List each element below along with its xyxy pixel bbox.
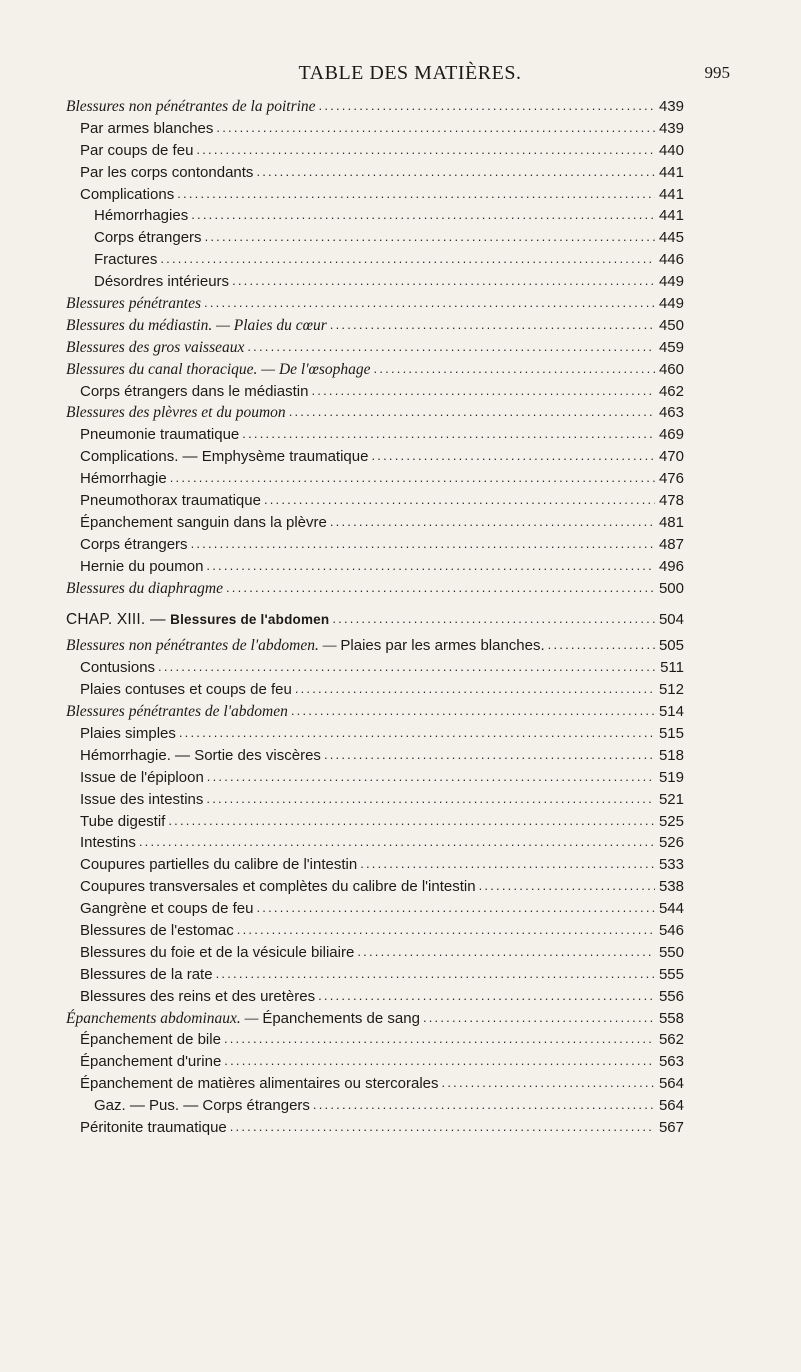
entry-title: [80, 832, 136, 854]
dot-leader: [216, 117, 655, 139]
toc-entry: [66, 293, 684, 315]
entry-title-text: Blessures du foie et de la vésicule biliaire: [80, 943, 355, 961]
dot-leader: [360, 853, 655, 875]
dot-leader: [330, 511, 655, 533]
entry-title-text: Issue de l'épiploon: [80, 768, 204, 786]
dot-leader: [242, 423, 655, 445]
dot-leader: [324, 744, 655, 766]
entry-title-text: Blessures pénétrantes: [66, 295, 202, 313]
entry-page-number: 511: [660, 659, 684, 677]
toc-entry: [66, 635, 684, 657]
toc-entry: [66, 359, 684, 381]
entry-title: [80, 745, 321, 767]
entry-title: [80, 657, 155, 679]
entry-title-text: Plaies simples: [80, 724, 176, 742]
entry-title-text: Complications: [80, 185, 175, 203]
toc-entry: [66, 789, 684, 811]
entry-subtitle: Épanchements de sang: [262, 1009, 420, 1027]
entry-page-number: 462: [658, 382, 684, 400]
entry-title-text: Pneumonie traumatique: [80, 426, 240, 444]
toc-entry: [66, 1073, 684, 1095]
entry-page-number: 544: [658, 900, 684, 918]
entry-title: [80, 1117, 227, 1139]
dot-leader: [371, 445, 655, 467]
entry-page-number: 504: [658, 611, 684, 629]
dot-leader: [332, 608, 655, 630]
entry-page-number: 556: [658, 987, 684, 1005]
entry-page-number: 441: [658, 207, 684, 225]
entry-title: [66, 1008, 420, 1030]
dot-leader: [295, 678, 655, 700]
toc-entry: [66, 701, 684, 723]
entry-page-number: 449: [658, 295, 684, 313]
entry-title: [80, 424, 239, 446]
dot-leader: [170, 467, 655, 489]
entry-page-number: 533: [658, 856, 684, 874]
entry-title: [66, 315, 327, 337]
toc-entry: [66, 556, 684, 578]
entry-title: [80, 184, 174, 206]
toc-entry: [66, 271, 684, 293]
table-of-contents: [66, 96, 684, 1139]
entry-title-text: Blessures non pénétrantes de l'abdomen. —: [66, 637, 341, 655]
dot-leader: [318, 985, 655, 1007]
entry-title: [94, 205, 188, 227]
toc-entry: [66, 854, 684, 876]
toc-entry: [66, 205, 684, 227]
toc-entry: [66, 578, 684, 600]
entry-title-text: Par armes blanches: [80, 119, 214, 137]
toc-entry: [66, 1051, 684, 1073]
entry-title-text: Péritonite traumatique: [80, 1118, 227, 1136]
toc-entry: [66, 446, 684, 468]
dot-leader: [442, 1072, 655, 1094]
entry-title-text: Blessures du canal thoracique. — De l'œsophage: [66, 360, 371, 378]
dot-leader: [224, 1050, 655, 1072]
entry-title: [80, 920, 234, 942]
entry-title-text: Plaies contuses et coups de feu: [80, 681, 292, 699]
entry-title: [80, 381, 308, 403]
entry-title-text: Blessures non pénétrantes de la poitrine: [66, 98, 316, 115]
toc-entry: [66, 227, 684, 249]
chapter-title: Blessures de l'abdomen: [170, 612, 330, 628]
entry-title-text: Blessures du diaphragme: [66, 579, 223, 597]
entry-page-number: 446: [658, 251, 684, 269]
toc-entry: [66, 723, 684, 745]
entry-title-text: Tube digestif: [80, 812, 166, 830]
dot-leader: [191, 533, 655, 555]
entry-page-number: 546: [658, 921, 684, 939]
entry-page-number: 562: [658, 1031, 684, 1049]
toc-entry: [66, 920, 684, 942]
dot-leader: [196, 139, 655, 161]
toc-entry: [66, 964, 684, 986]
entry-title: [80, 986, 315, 1008]
entry-page-number: 550: [658, 943, 684, 961]
toc-entry: [66, 832, 684, 854]
dot-leader: [374, 358, 655, 380]
entry-page-number: 558: [658, 1009, 684, 1027]
dot-leader: [232, 270, 655, 292]
entry-page-number: 567: [658, 1118, 684, 1136]
entry-title: [66, 337, 244, 359]
entry-title: [80, 162, 253, 184]
toc-entry: [66, 767, 684, 789]
dot-leader: [256, 897, 655, 919]
entry-title: [94, 271, 229, 293]
entry-page-number: 450: [658, 316, 684, 334]
entry-title-text: Par les corps contondants: [80, 163, 254, 181]
entry-page-number: 518: [658, 746, 684, 764]
entry-page-number: 449: [658, 273, 684, 291]
toc-entry: [66, 1008, 684, 1030]
entry-title-text: Épanchement de matières alimentaires ou stercorales: [80, 1075, 439, 1093]
toc-entry: [66, 184, 684, 206]
dot-leader: [206, 555, 655, 577]
entry-title-text: Blessures du médiastin. — Plaies du cœur: [66, 316, 327, 334]
entry-title: [80, 789, 203, 811]
entry-title-text: Blessures de l'estomac: [80, 921, 234, 939]
dot-leader: [206, 788, 655, 810]
entry-title: [94, 227, 202, 249]
entry-title: [80, 512, 327, 534]
dot-leader: [330, 314, 655, 336]
entry-title-text: Blessures pénétrantes de l'abdomen: [66, 703, 288, 721]
toc-entry: [66, 1117, 684, 1139]
entry-title-text: Intestins: [80, 834, 136, 852]
toc-entry: [66, 402, 684, 424]
dot-leader: [216, 963, 655, 985]
dot-leader: [139, 831, 655, 853]
toc-entry: [66, 657, 684, 679]
entry-title-text: Corps étrangers: [94, 229, 202, 247]
entry-title-text: Complications. — Emphysème traumatique: [80, 448, 369, 466]
toc-entry: [66, 1029, 684, 1051]
entry-title-text: Contusions: [80, 659, 156, 677]
entry-page-number: 564: [658, 1075, 684, 1093]
entry-page-number: 440: [658, 141, 684, 159]
entry-title: [80, 679, 292, 701]
entry-page-number: 460: [658, 360, 684, 378]
entry-title: [80, 534, 188, 556]
entry-page-number: 515: [658, 724, 684, 742]
entry-title: [80, 490, 261, 512]
toc-entry: [66, 942, 684, 964]
entry-page-number: 512: [658, 681, 684, 699]
entry-title: [80, 140, 193, 162]
entry-title-text: Hernie du poumon: [80, 557, 204, 575]
entry-page-number: 563: [658, 1053, 684, 1071]
entry-title: [66, 609, 329, 631]
toc-entry: [66, 468, 684, 490]
entry-page-number: 519: [658, 768, 684, 786]
dot-leader: [423, 1007, 655, 1029]
entry-title: [66, 701, 288, 723]
toc-entry: [66, 679, 684, 701]
entry-title-text: Gaz. — Pus. — Corps étrangers: [94, 1097, 310, 1115]
dot-leader: [237, 919, 655, 941]
entry-title-text: Coupures transversales et complètes du calibre de l'intestin: [80, 878, 476, 896]
dot-leader: [191, 204, 655, 226]
entry-title: [80, 556, 203, 578]
entry-title-text: Hémorrhagies: [94, 207, 189, 225]
entry-title-text: Corps étrangers dans le médiastin: [80, 382, 309, 400]
dot-leader: [357, 941, 655, 963]
entry-title-text: Gangrène et coups de feu: [80, 900, 254, 918]
entry-page-number: 564: [658, 1097, 684, 1115]
toc-entry: [66, 118, 684, 140]
entry-title: [80, 468, 167, 490]
toc-entry: [66, 162, 684, 184]
entry-title: [80, 1073, 439, 1095]
entry-title-text: Épanchement d'urine: [80, 1053, 222, 1071]
entry-page-number: 496: [658, 557, 684, 575]
entry-title: [80, 1029, 221, 1051]
entry-title-text: Blessures des reins et des uretères: [80, 987, 316, 1005]
entry-title-text: Blessures de la rate: [80, 965, 213, 983]
toc-entry: [66, 1095, 684, 1117]
toc-entry: [66, 381, 684, 403]
entry-title: [94, 1095, 310, 1117]
toc-entry: [66, 534, 684, 556]
toc-entry: [66, 337, 684, 359]
toc-entry: [66, 315, 684, 337]
entry-page-number: 521: [658, 790, 684, 808]
dot-leader: [179, 722, 655, 744]
entry-title: [80, 898, 253, 920]
dot-leader: [247, 336, 655, 358]
dot-leader: [230, 1116, 655, 1138]
dot-leader: [207, 766, 655, 788]
toc-entry: [66, 811, 684, 833]
toc-entry: [66, 876, 684, 898]
dot-leader: [205, 226, 655, 248]
toc-entry: [66, 986, 684, 1008]
running-title: TABLE DES MATIÈRES.: [298, 62, 522, 84]
entry-page-number: 445: [658, 229, 684, 247]
entry-page-number: 500: [658, 579, 684, 597]
entry-subtitle: Plaies par les armes blanches.: [340, 637, 545, 655]
toc-entry: [66, 424, 684, 446]
toc-entry: [66, 249, 684, 271]
dot-leader: [289, 401, 655, 423]
entry-page-number: 476: [658, 470, 684, 488]
dot-leader: [319, 95, 655, 117]
dot-leader: [291, 700, 655, 722]
entry-title-text: Corps étrangers: [80, 535, 188, 553]
entry-page-number: 469: [658, 426, 684, 444]
dot-leader: [177, 183, 655, 205]
entry-page-number: 441: [658, 185, 684, 203]
entry-page-number: 439: [658, 98, 684, 115]
entry-page-number: 538: [658, 878, 684, 896]
entry-page-number: 481: [658, 513, 684, 531]
entry-page-number: 470: [658, 448, 684, 466]
dot-leader: [168, 810, 655, 832]
dot-leader: [160, 248, 655, 270]
entry-title: [80, 964, 213, 986]
entry-title: [80, 876, 476, 898]
toc-entry: [66, 140, 684, 162]
entry-title-text: Fractures: [94, 251, 158, 269]
entry-title-text: CHAP. XIII. —: [66, 611, 171, 629]
entry-title-text: Hémorrhagie: [80, 470, 167, 488]
entry-title-text: Épanchement sanguin dans la plèvre: [80, 513, 327, 531]
entry-title-text: Pneumothorax traumatique: [80, 492, 261, 510]
entry-page-number: 514: [658, 703, 684, 721]
toc-entry: [66, 512, 684, 534]
entry-title: [66, 402, 286, 424]
entry-title: [80, 854, 357, 876]
entry-page-number: 525: [658, 812, 684, 830]
dot-leader: [264, 489, 655, 511]
dot-leader: [204, 292, 655, 314]
chapter-heading: [66, 609, 684, 631]
entry-title: [80, 811, 165, 833]
entry-page-number: 555: [658, 965, 684, 983]
page-number: 995: [704, 63, 730, 82]
entry-title: [80, 1051, 221, 1073]
entry-title-text: Épanchements abdominaux. —: [66, 1009, 263, 1027]
entry-title: [66, 96, 316, 118]
toc-entry: [66, 898, 684, 920]
dot-leader: [311, 380, 655, 402]
dot-leader: [226, 577, 655, 599]
entry-title: [80, 446, 368, 468]
dot-leader: [256, 161, 655, 183]
entry-title: [66, 359, 371, 381]
dot-leader: [158, 656, 655, 678]
entry-title: [66, 293, 201, 315]
entry-title: [66, 635, 545, 657]
toc-entry: [66, 745, 684, 767]
entry-title: [80, 942, 354, 964]
entry-page-number: 505: [658, 637, 684, 655]
entry-page-number: 459: [658, 338, 684, 356]
entry-page-number: 463: [658, 404, 684, 422]
entry-title: [80, 118, 213, 140]
entry-title-text: Coupures partielles du calibre de l'intestin: [80, 856, 358, 874]
entry-page-number: 487: [658, 535, 684, 553]
entry-title: [80, 767, 204, 789]
entry-title-text: Hémorrhagie. — Sortie des viscères: [80, 746, 321, 764]
dot-leader: [224, 1028, 655, 1050]
entry-title: [94, 249, 157, 271]
entry-title-text: Blessures des plèvres et du poumon: [66, 404, 286, 422]
page-header: [120, 62, 730, 88]
dot-leader: [548, 634, 655, 656]
toc-entry: [66, 96, 684, 118]
entry-title-text: Par coups de feu: [80, 141, 194, 159]
entry-title-text: Blessures des gros vaisseaux: [66, 338, 245, 356]
entry-title-text: Épanchement de bile: [80, 1031, 221, 1049]
dot-leader: [479, 875, 655, 897]
entry-page-number: 478: [658, 492, 684, 510]
entry-title-text: Issue des intestins: [80, 790, 204, 808]
entry-page-number: 441: [658, 163, 684, 181]
entry-title: [80, 723, 176, 745]
entry-page-number: 439: [658, 119, 684, 137]
dot-leader: [313, 1094, 655, 1116]
entry-title-text: Désordres intérieurs: [94, 273, 230, 291]
toc-entry: [66, 490, 684, 512]
entry-title: [66, 578, 223, 600]
entry-page-number: 526: [658, 834, 684, 852]
